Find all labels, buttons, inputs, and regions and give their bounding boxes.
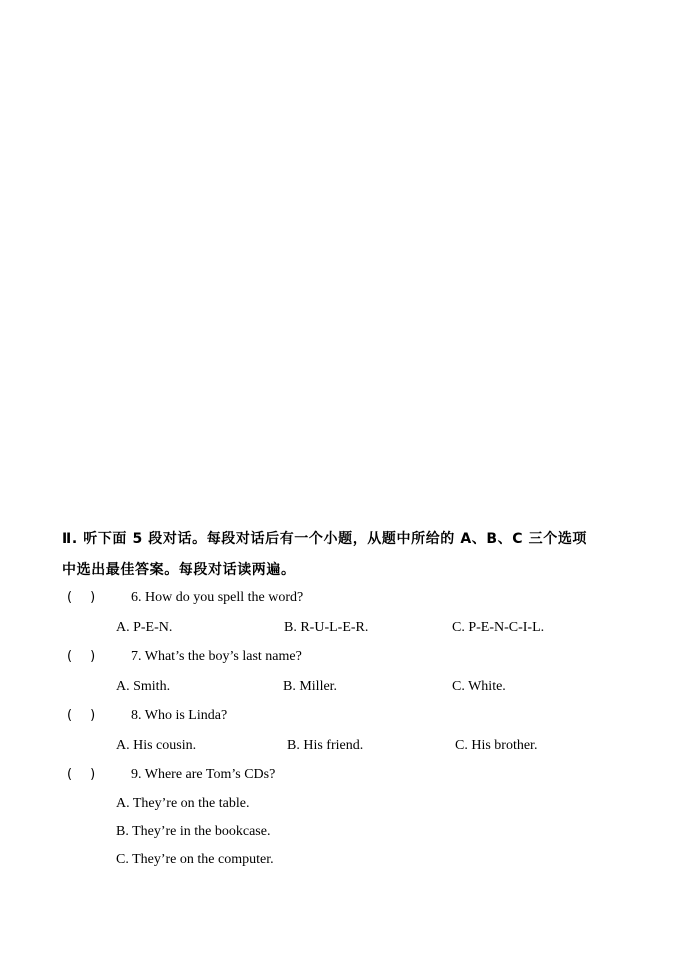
question-9-option-b: B. They’re in the bookcase.: [116, 824, 271, 839]
answer-blank: ( ): [67, 649, 96, 664]
option-c: C. P-E-N-C-I-L.: [452, 620, 545, 635]
section-heading-line-1: Ⅱ. 听下面 5 段对话。每段对话后有一个小题，从题中所给的 A、B、C 三个选项: [62, 531, 588, 547]
option-b: B. His friend.: [287, 738, 364, 753]
question-stem: 8. Who is Linda?: [131, 708, 228, 723]
question-stem: 7. What’s the boy’s last name?: [131, 649, 302, 664]
option-c: C. White.: [452, 679, 506, 694]
answer-blank: ( ): [67, 708, 96, 723]
option-c: C. His brother.: [455, 738, 538, 753]
option-a: A. Smith.: [116, 679, 171, 694]
option-b: B. Miller.: [283, 679, 338, 694]
answer-blank: ( ): [67, 767, 96, 782]
option-a: A. His cousin.: [116, 738, 197, 753]
question-7: [67, 647, 302, 667]
question-stem: 9. Where are Tom’s CDs?: [131, 767, 276, 782]
option-b: B. R-U-L-E-R.: [284, 620, 369, 635]
answer-blank: ( ): [67, 590, 96, 605]
option-a: A. P-E-N.: [116, 620, 173, 635]
section-heading-line-2: 中选出最佳答案。每段对话读两遍。: [62, 562, 296, 578]
question-6: [67, 588, 303, 608]
question-8: [67, 706, 227, 726]
question-9: [67, 765, 275, 785]
question-9-option-a: A. They’re on the table.: [116, 796, 250, 811]
question-stem: 6. How do you spell the word?: [131, 590, 304, 605]
question-9-option-c: C. They’re on the computer.: [116, 852, 274, 867]
section-heading: [62, 524, 642, 586]
